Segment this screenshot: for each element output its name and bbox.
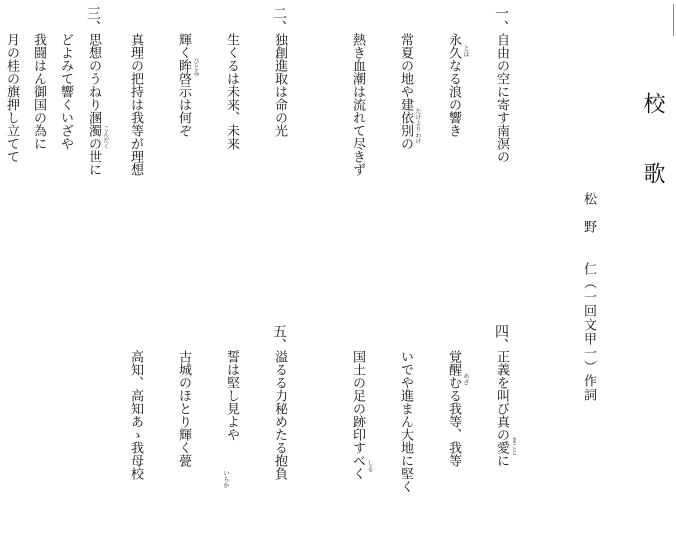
stanza-2-line-2: 生くるは未来、未来 xyxy=(224,33,239,150)
stanza-5-line-2: 誓は堅し見よや xyxy=(224,350,239,441)
stanza-1-line-1: 自由の空に寄す南溟の xyxy=(494,33,509,163)
ruby-towa: とは xyxy=(462,45,469,57)
stanza-5-line-3: 古城のほとり輝く甍 xyxy=(176,350,191,467)
ruby-kondaku: こんだく xyxy=(102,125,109,149)
stanza-4-line-4: 国土の足の跡印すべく xyxy=(350,350,365,480)
song-title-char-2: 歌 xyxy=(640,162,665,184)
page-edge-divider xyxy=(673,4,674,36)
stanza-2-line-4: 真理の把持は我等が理想 xyxy=(128,33,143,176)
song-title-char-1: 校 xyxy=(640,92,665,114)
ruby-meza: めざ xyxy=(462,373,469,385)
stanza-4-line-2: 覚醒むる我等、我等 xyxy=(446,350,461,467)
stanza-4-line-1: 正義を叫び真の愛に xyxy=(494,350,509,467)
stanza-3-number: 三、 xyxy=(85,6,101,34)
stanza-3-line-4: 月の桂の旗押し立てて xyxy=(4,33,19,163)
stanza-4-number: 四、 xyxy=(493,324,509,352)
stanza-5-number: 五、 xyxy=(271,324,287,352)
stanza-1-line-4: 熱き血潮は流れて尽きず xyxy=(350,33,365,176)
stanza-2-number: 二、 xyxy=(271,6,287,34)
stanza-4-line-3: いでや進まん大地に堅く xyxy=(398,350,413,493)
stanza-5-line-4: 高知、高知あゝ我母校 xyxy=(128,350,143,480)
stanza-3-line-2: どよみて響くいざや xyxy=(58,33,73,150)
ruby-shiru: しる xyxy=(366,460,373,472)
stanza-1-line-3: 常夏の地や建依別の xyxy=(398,33,413,150)
stanza-5-line-1: 溢るる力秘めたる抱負 xyxy=(272,350,287,480)
author-credit: 松 野 仁（一回文甲一）作詞 xyxy=(581,192,596,402)
stanza-2-line-3: 輝く眸啓示は何ぞ xyxy=(176,33,191,137)
ruby-hitomi: ひとみ xyxy=(192,58,199,76)
stanza-3-line-3: 我闘はん御国の為に xyxy=(31,33,46,150)
stanza-1-number: 一、 xyxy=(493,6,509,34)
stanza-2-line-1: 独創進取は命の光 xyxy=(272,33,287,137)
ruby-makoto: まこと xyxy=(510,437,517,455)
stanza-1-line-2: 永久なる浪の響き xyxy=(446,33,461,137)
ruby-iraka: いらか xyxy=(222,470,229,488)
ruby-takeyoriwake: たけよりわけ xyxy=(414,108,421,144)
stanza-3-line-1: 思想のうねり溷濁の世に xyxy=(86,33,101,176)
